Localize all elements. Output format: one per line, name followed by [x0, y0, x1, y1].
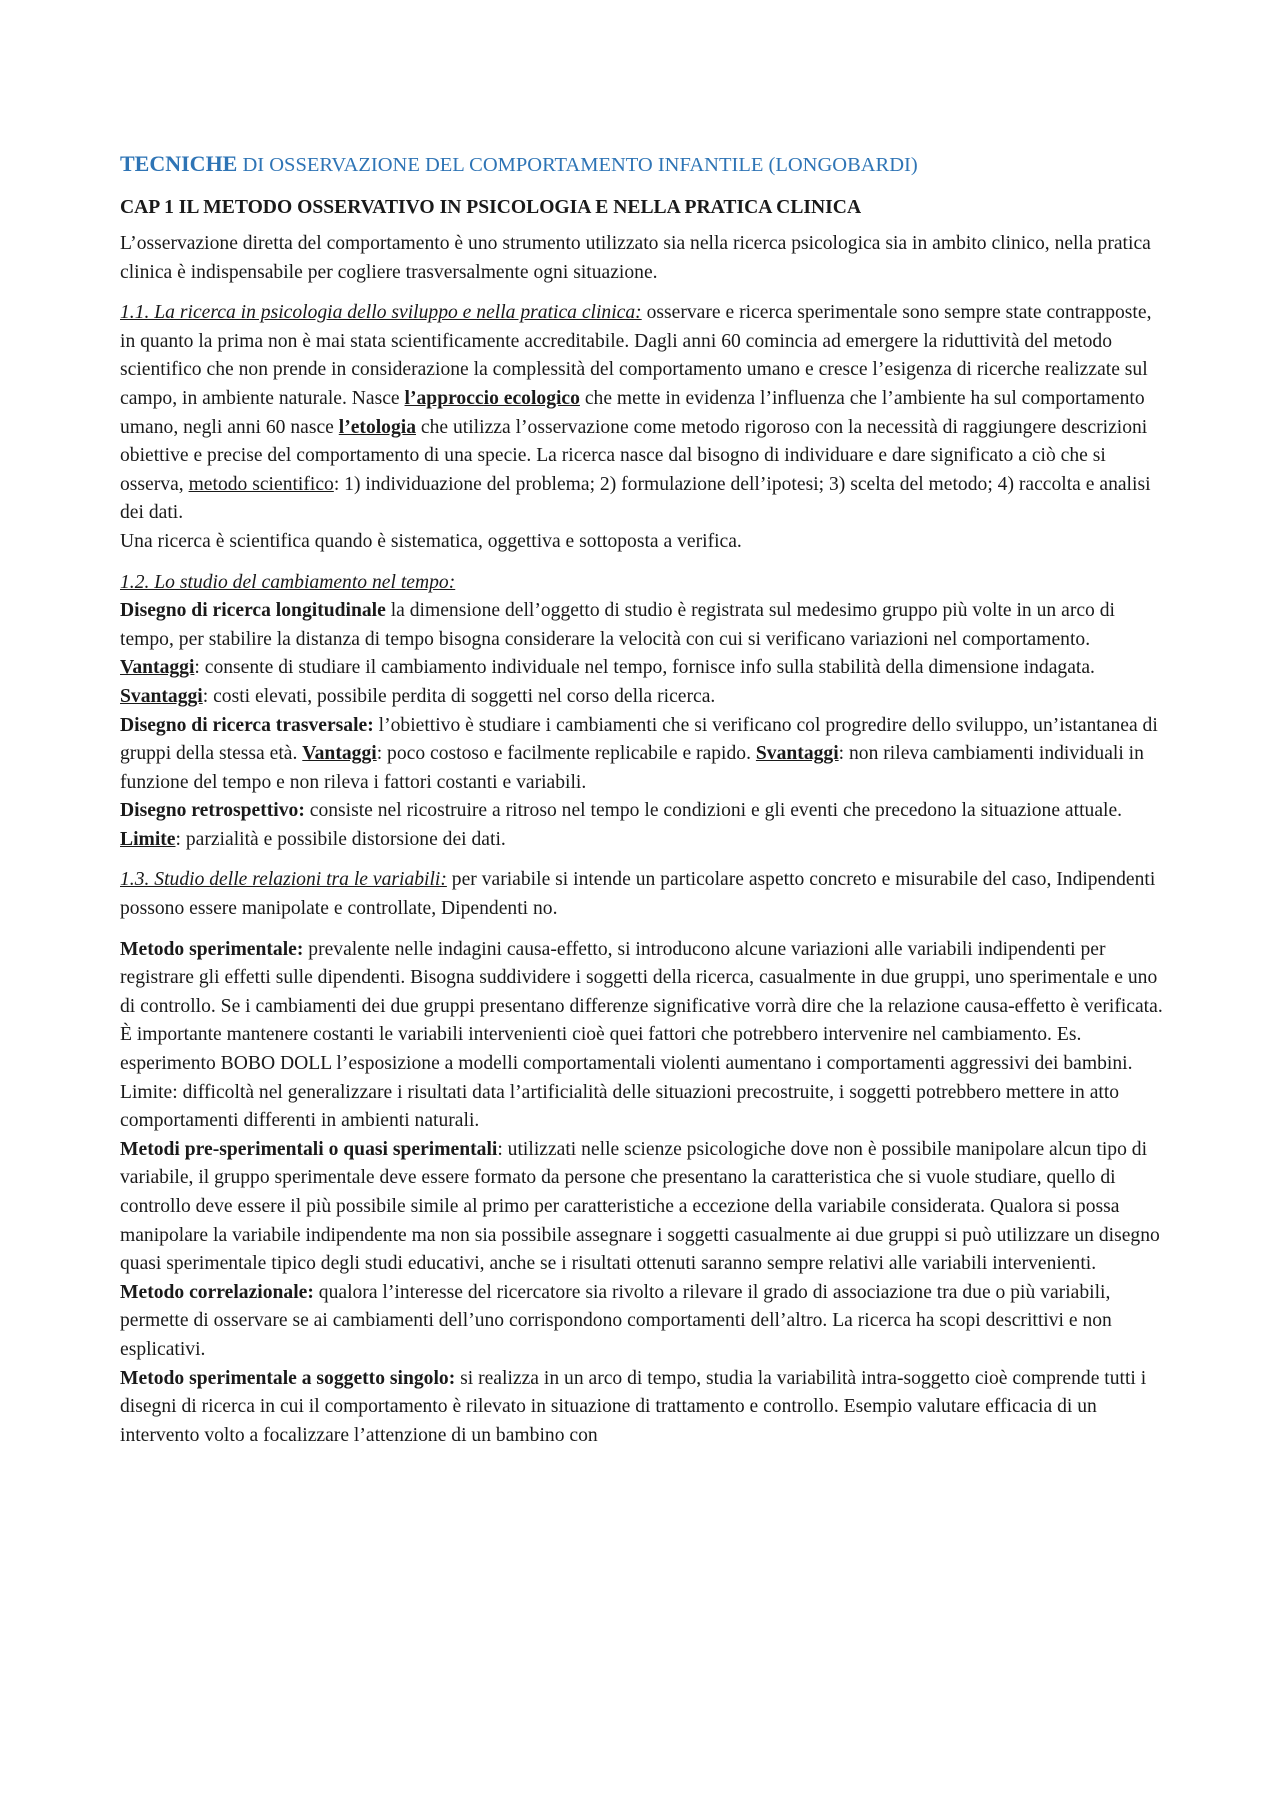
term-retrospettivo: Disegno retrospettivo:: [120, 800, 305, 822]
term-pre-sperimentali: Metodi pre-sperimentali o quasi sperimentali: [120, 1138, 498, 1160]
chapter-heading: CAP 1 IL METODO OSSERVATIVO IN PSICOLOGIA E NELLA PRATICA CLINICA: [120, 197, 862, 218]
retrospective-paragraph: [120, 797, 1165, 854]
section-1-3-paragraph: [120, 866, 1165, 923]
title-first-word: TECNICHE: [120, 151, 238, 176]
text-run: che utilizza l’osservazione come metodo rigoroso con la necessità di raggiungere descrizioni obiettive e precise del comportamento di una specie. La ricerca nasce dal bisogno di individuare e dare significato a ciò che si osserva,: [120, 416, 1148, 495]
text-run: osservare e ricerca sperimentale sono sempre state contrapposte, in quanto la prima non è mai stata scientificamente accreditabile. Dagli anni 60 comincia ad emergere la riduttività del metodo scientifico che non prende in considerazione la complessità del comportamento umano e cresce l’esigenza di ricerche realizzate sul campo, in ambiente naturale. Nasce: [120, 302, 1152, 409]
text-run: : poco costoso e facilmente replicabile e rapido.: [376, 743, 756, 765]
text-run: : consente di studiare il cambiamento individuale nel tempo, fornisce info sulla stabilità della dimensione indagata.: [194, 657, 1095, 679]
document-title: [120, 148, 1165, 181]
term-svantaggi: Svantaggi: [120, 685, 203, 707]
section-1-2-heading: [120, 569, 1165, 598]
text-run: la dimensione dell’oggetto di studio è registrata sul medesimo gruppo più volte in un arco di tempo, per stabilire la distanza di tempo bisogna considerare la velocità con cui si verificano variazioni nel comportamento.: [120, 600, 1115, 650]
text-run: l’obiettivo è studiare i cambiamenti che si verificano col progredire dello sviluppo, un’istantanea di gruppi della stessa età.: [120, 714, 1158, 765]
text-run: che mette in evidenza l’influenza che l’ambiente ha sul comportamento umano, negli anni 60 nasce: [120, 387, 1145, 438]
experimental-method-paragraph: [120, 936, 1165, 1136]
term-limite: Limite: [120, 828, 176, 850]
section-heading-text: 1.2. Lo studio del cambiamento nel tempo:: [120, 571, 456, 593]
document-body: [120, 148, 1165, 1450]
longitudinal-paragraph: [120, 597, 1165, 711]
term-metodo-sperimentale: Metodo sperimentale:: [120, 938, 304, 960]
term-etologia: l’etologia: [338, 416, 417, 438]
text-run: : utilizzati nelle scienze psicologiche dove non è possibile manipolare alcun tipo di variabile, il gruppo sperimentale deve essere formato da persone che presentano la caratteristica che si vuole studiare, quello di controllo deve essere il più possibile simile al primo per caratteristiche a eccezione della variabile considerata. Qualora si possa manipolare la variabile indipendente ma non sia possibile assegnare i soggetti casualmente ai due gruppi si può utilizzare un disegno quasi sperimentale tipico degli studi educativi, anche se i risultati ottenuti saranno sempre relativi alle variabili intervenienti.: [120, 1138, 1160, 1275]
text-run: consiste nel ricostruire a ritroso nel tempo le condizioni e gli eventi che precedono la situazione attuale.: [304, 800, 1123, 822]
quasi-experimental-paragraph: [120, 1136, 1165, 1279]
text-run: : non rileva cambiamenti individuali in funzione del tempo e non rileva i fattori costanti e variabili.: [120, 743, 1144, 793]
term-vantaggi: Vantaggi: [120, 657, 195, 679]
text-run: : 1) individuazione del problema; 2) formulazione dell’ipotesi; 3) scelta del metodo; 4) raccolta e analisi dei dati.: [120, 473, 1151, 524]
title-rest: DI OSSERVAZIONE DEL COMPORTAMENTO INFANTILE (LONGOBARDI): [237, 154, 918, 176]
section-1-1-heading: 1.1. La ricerca in psicologia dello sviluppo e nella pratica clinica:: [120, 302, 642, 324]
term-vantaggi: Vantaggi: [302, 743, 377, 765]
text-run: : parzialità e possibile distorsione dei dati.: [175, 828, 506, 850]
text-run: prevalente nelle indagini causa-effetto, si introducono alcune variazioni alle variabili indipendenti per registrare gli effetti sulle dipendenti. Bisogna suddividere i soggetti della ricerca, casualmente in due gruppi, uno sperimentale e uno di controllo. Se i cambiamenti dei due gruppi presentano differenze significative vorrà dire che la relazione causa-effetto è verificata. È importante mantenere costanti le variabili intervenienti cioè quei fattori che potrebbero intervenire nel cambiamento. Es. esperimento BOBO DOLL l’esposizione a modelli comportamentali violenti aumentano i comportamenti aggressivi dei bambini. Limite: difficoltà nel generalizzare i risultati data l’artificialità delle situazioni precostruite, i soggetti potrebbero mettere in atto comportamenti differenti in ambienti naturali.: [120, 938, 1163, 1132]
intro-paragraph: L’osservazione diretta del comportamento è uno strumento utilizzato sia nella ricerca psicologica sia in ambito clinico, nella pratica clinica è indispensabile per cogliere trasversalmente ogni situazione.: [120, 233, 1151, 283]
section-1-3-heading: 1.3. Studio delle relazioni tra le variabili:: [120, 869, 447, 891]
term-soggetto-singolo: Metodo sperimentale a soggetto singolo:: [120, 1367, 456, 1389]
text-run: qualora l’interesse del ricercatore sia rivolto a rilevare il grado di associazione tra due o più variabili, permette di osservare se ai cambiamenti dell’uno corrispondono comportamenti dell’altro. La ricerca ha scopi descrittivi e non esplicativi.: [120, 1281, 1112, 1360]
transversal-paragraph: [120, 712, 1165, 798]
text-run: si realizza in un arco di tempo, studia la variabilità intra-soggetto cioè comprende tutti i disegni di ricerca in cui il comportamento è rilevato in situazione di trattamento e controllo. Esempio valutare efficacia di un intervento volto a focalizzare l’attenzione di un bambino con: [120, 1367, 1147, 1446]
text-run: per variabile si intende un particolare aspetto concreto e misurabile del caso, Indipendenti possono essere manipolate e controllate, Dipendenti no.: [120, 869, 1156, 920]
section-1-1-conclusion: Una ricerca è scientifica quando è sistematica, oggettiva e sottoposta a verifica.: [120, 530, 742, 552]
section-1-1-paragraph: [120, 299, 1165, 528]
term-trasversale: Disegno di ricerca trasversale:: [120, 714, 374, 736]
text-run: : costi elevati, possibile perdita di soggetti nel corso della ricerca.: [202, 685, 716, 707]
term-metodo-scientifico: metodo scientifico: [188, 473, 334, 495]
term-approccio-ecologico: l’approccio ecologico: [404, 387, 580, 409]
single-subject-paragraph: [120, 1365, 1165, 1451]
term-longitudinale: Disegno di ricerca longitudinale: [120, 600, 386, 622]
term-correlazionale: Metodo correlazionale:: [120, 1281, 314, 1303]
correlational-paragraph: [120, 1279, 1165, 1365]
term-svantaggi: Svantaggi: [755, 743, 839, 765]
